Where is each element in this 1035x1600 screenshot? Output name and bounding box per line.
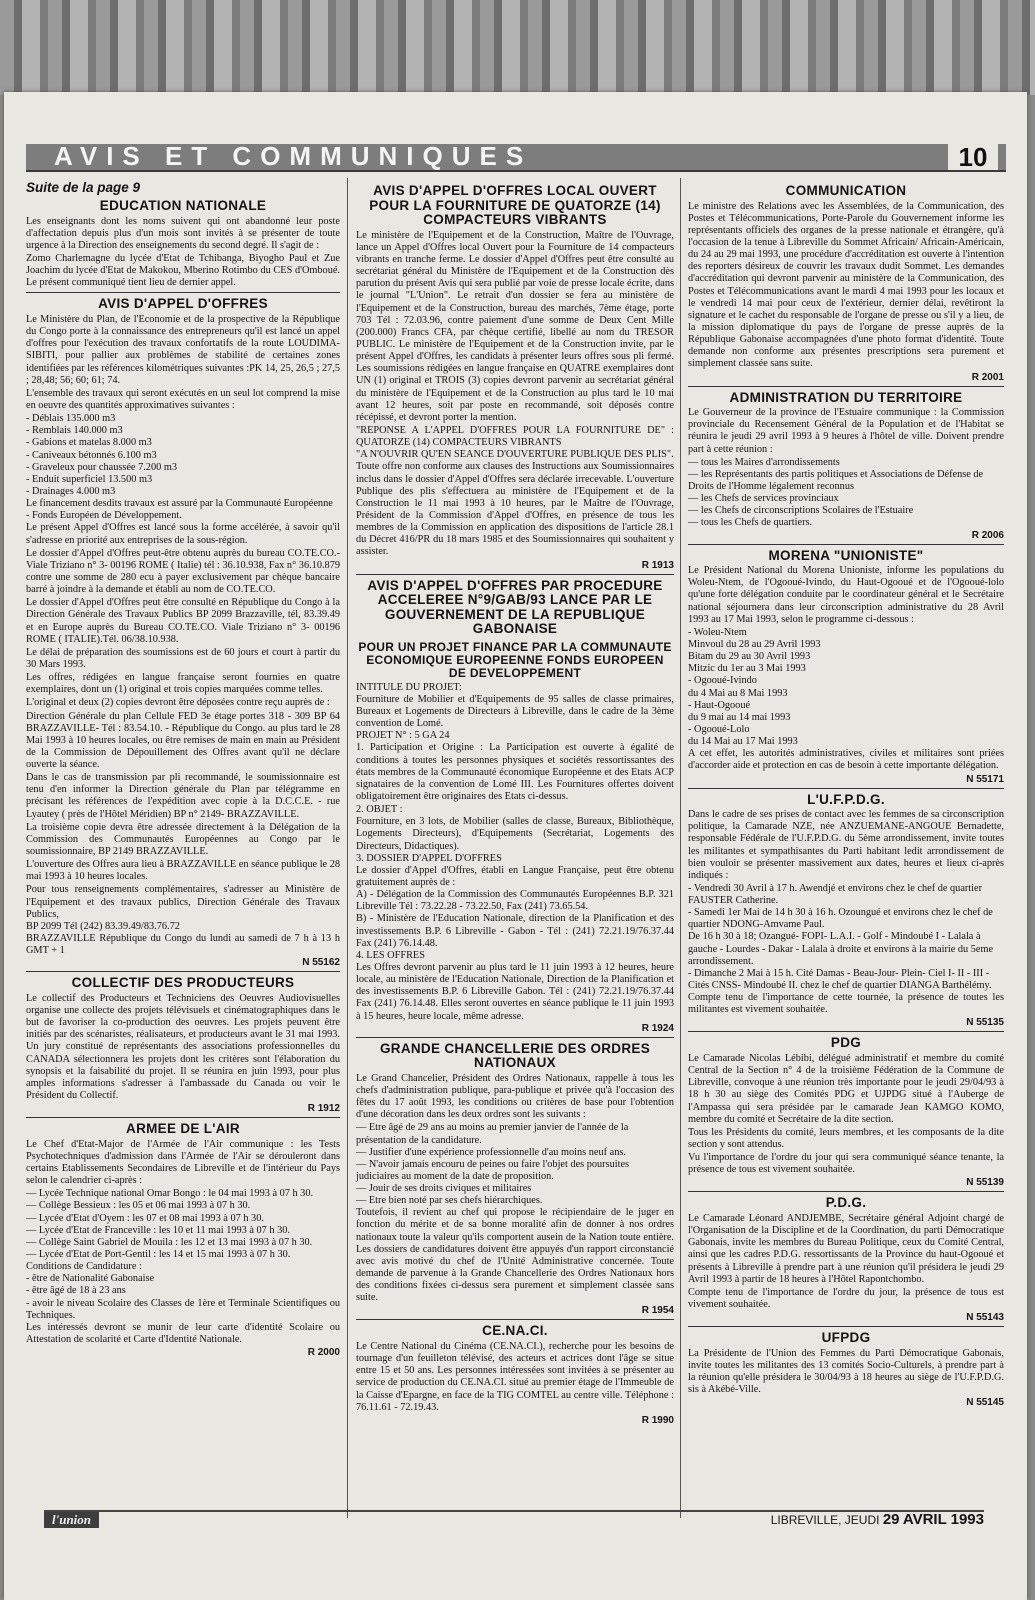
divider: [688, 788, 1004, 789]
divider: [356, 574, 674, 575]
notice-text: Le Chef d'Etat-Major de l'Armée de l'Air communique : les Tests Psychotechniques d'admission dans l'Armée de l'Air se dérouleront dans certains Etablissements Secondaires de Libreville et de l'intérieur du Pays selon le calendrier ci-après :: [26, 1138, 340, 1187]
notice-text: Le délai de préparation des soumissions est de 60 jours et court à partir du 30 Mars 1993.: [26, 646, 340, 670]
column-divider: [680, 178, 681, 1518]
notice-title: AVIS D'APPEL D'OFFRES LOCAL OUVERT POUR LA FOURNITURE DE QUATORZE (14) COMPACTEURS VIBRANTS: [369, 183, 661, 228]
section-banner: [26, 141, 1006, 172]
notice-reference: R 1954: [641, 1305, 674, 1317]
page-footer: [44, 1510, 984, 1530]
notice-text: Le Centre National du Cinéma (CE.NA.CI.), recherche pour les besoins de tournage d'un feuilleton télévisé, des acteurs et actrices dont l'âge se situe entre 15 et 50 ans. Les personnes intéressées sont invitées à se présenter au service de production du CE.NA.CI. situé au premier étage de l'Immeuble de la Caisse d'Epargne, en face de la TIG COMTEL au centre ville. Téléphone : 76.11.61 - 72.19.43.: [356, 1341, 674, 1413]
notice-text: Toute offre non conforme aux clauses des Instructions aux Soumissionnaires inclus dans le dossier d'Appel d'Offres sera déclarée irrecevable. L'ouverture Publique des plis s'effectuera au ministère de l'Equipement et de la Construction le 11 mai 1993 à 10 heures, par le Maître de l'Ouvrage, Président de la Commission d'Appel d'Offres, en présence de tous les membres de la Commission en application des dispositions de l'article 28.1 du Décret 416/PR du 18 mars 1985 et des Soumissionnaires qui souhaitent y assister.: [356, 461, 674, 558]
page-number: 10: [948, 142, 998, 170]
notice-title: CE.NA.CI.: [482, 1323, 548, 1339]
notice-text: Le dossier d'Appel d'Offres peut-être obtenu auprès du bureau CO.TE.CO.- Viale Triziano n° 3- 00196 ROME ( Italie) tél : 36.10.938, Fax n° 36.10.879 contre une somme de 280 ecu à payer exclusivement par chèque bancaire barré à joindre à la demande et établi au nom de CO.TE.CO.: [26, 547, 340, 596]
notice-text: La Présidente de l'Union des Femmes du Parti Démocratique Gabonais, invite toutes les militantes des 13 comités Socio-Culturels, à prendre part à la réunion qu'elle présidera le 30/04/93 à 18 heures au siège de l'U.F.P.D.G. sis à Akébé-Ville.: [688, 1347, 1004, 1396]
notice-title: MORENA "UNIONISTE": [768, 547, 924, 563]
notice-title: COLLECTIF DES PRODUCTEURS: [71, 975, 295, 991]
programme-list: - Woleu-Ntem Minvoul du 28 au 29 Avril 1993 Bitam du 29 au 30 Avril 1993 Mitzic du 1er au 3 Mai 1993 - Ogooué-Ivindo du 4 Mai au 8 Mai 1993 - Haut-Ogooué du 9 mai au 14 mai 1993 - Ogooué-Lolo du 14 Mai au 17 Mai 1993: [688, 626, 821, 748]
attendee-list: — tous les Maires d'arrondissements — les Représentants des partis politiques et Associations de Défense de Droits de l'Homme légalement reconnus — les Chefs de services provinciaux — les Chefs de circonscriptions Scolaires de l'Estuaire — tous les Chefs de quartiers.: [688, 456, 984, 529]
notice-reference: R 2000: [307, 1347, 340, 1359]
notice-title: PDG: [830, 1035, 862, 1051]
notice-title: ADMINISTRATION DU TERRITOIRE: [729, 389, 963, 405]
notice-text: Le Camarade Nicolas Lébibi, délégué administratif et membre du comité Central de la Section n° 4 de la troisième Fédération de la Commune de Libreville, convoque à une réunion très importante pour le jeudi 29/04/93 à 18 h 30 au siège des Comités PDG et UJPDG situé à l'Auberge de l'Ampassa qui sera présidée par le camarade Jean KAMGO KOMO, membre du comité et Secrétaire de la dite section.: [688, 1053, 1004, 1125]
notice-title: AVIS D'APPEL D'OFFRES PAR PROCEDURE ACCELEREE N°9/GAB/93 LANCE PAR LE GOUVERNEMENT DE LA REPUBLIQUE GABONAISE: [367, 577, 663, 637]
notice-text: "REPONSE A L'APPEL D'OFFRES POUR LA FOURNITURE DE" : QUATORZE (14) COMPACTEURS VIBRANTS "A N'OUVRIR QU'EN SEANCE D'OUVERTURE PUBLIQUE DES PLIS".: [356, 424, 674, 461]
notice-text: INTITULE DU PROJET: Fourniture de Mobilier et d'Equipements de 95 salles de classe primaires, Bureaux et Logements de Directeurs à Libreville, dans le cadre de la 3ème convention de Lomé. PROJET N° : 5 GA 24: [356, 681, 674, 742]
notice-text: Tous les Présidents du comité, leurs membres, et les composants de la dite section y sont attendus.: [688, 1126, 1004, 1151]
notice-reference: R 1990: [641, 1414, 674, 1426]
continued-label: Suite de la page 9: [26, 180, 141, 195]
notice-text: 1. Participation et Origine : La Participation est ouverte à égalité de conditions à toutes les personnes physiques et sociétés ressortissantes des états membres de la Communauté économique Européenne et des Etats ACP signataires de la convention de Lomé III. Les Fournitures offertes doivent obligatoirement être originaires des Etats ci-dessus.: [356, 742, 674, 802]
notice-reference: N 55145: [966, 1397, 1004, 1409]
notice-reference: R 2001: [971, 371, 1004, 383]
notice-text: L'ouverture des Offres aura lieu à BRAZZAVILLE en séance publique le 28 mai 1993 à 10 heures locales.: [26, 859, 340, 883]
divider: [356, 1319, 674, 1320]
notice-text: Le Président National du Morena Unioniste, informe les populations du Woleu-Ntem, de l'Ogooué-Ivindo, du Haut-Ogooué et de l'Ogooué-lolo qu'une forte délégation conduite par le coordinateur général et le Secrétaire national séjournera dans leur circonscription administrative du 28 Avril 1993 au 17 Mai 1993, selon le programme ci-dessous :: [688, 565, 1004, 625]
notice-reference: N 55171: [966, 773, 1004, 785]
notice-text: Vu l'importance de l'ordre du jour qui sera communiqué séance tenante, la présence de tous est vivement souhaitée.: [688, 1152, 1004, 1176]
notice-reference: R 2006: [971, 529, 1004, 541]
notice-title: UFPDG: [821, 1330, 871, 1346]
notice-title: COMMUNICATION: [785, 183, 907, 198]
notice-text: Le financement desdits travaux est assuré par la Communauté Européenne - Fonds Européen de Développement.: [26, 498, 333, 522]
divider: [26, 292, 340, 293]
notice-title: ARMEE DE L'AIR: [126, 1121, 240, 1137]
notice-text: Pour tous renseignements complémentaires, s'adresser au Ministère de l'Equipement et des travaux publics, Direction Générale des Travaux Publics, BP 2099 Tél (242) 83.39.49/83.76.72 BRAZZAVILLE République du Congo du lundi au samedi de 7 h à 13 h GMT + 1: [26, 884, 340, 957]
schedule-list: - Vendredi 30 Avril à 17 h. Awendjé et environs chez le chef de quartier FAUSTER Catherine. - Samedi 1er Mai de 14 h 30 à 16 h. Ozoungué et environs chez le chef de quartier NDONG-Amvame Paul. De 16 h 30 à 18; Ozangué- FOPI- L.A.I. - Golf - Mindoubé I - Lalala à gauche - Lourdes - Dakar - Lalala à droite et environs à la mairie du 5eme arrondissement. - Dimanche 2 Mai à 15 h. Cité Damas - Beau-Jour- Plein- Ciel I- II - III - Cités CNSS- Mindoubé II. chez le chef de quartier DIANGA Barthélémy.: [688, 882, 994, 992]
issue-date: [771, 1511, 984, 1528]
notice-title: L'U.F.P.D.G.: [807, 791, 885, 807]
notice-text: Compte tenu de l'importance de l'ordre du jour, la présence de tous est vivement souhaitée.: [688, 1286, 1004, 1311]
issue-day: 29: [882, 1511, 900, 1528]
quantity-list: - Déblais 135.000 m3 - Remblais 140.000 m3 - Gabions et matelas 8.000 m3 - Caniveaux bétonnés 6.100 m3 - Graveleux pour chaussée 7.200 m3 - Enduit superficiel 13.500 m3 - Drainages 4.000 m3: [26, 413, 177, 497]
column-3: [688, 180, 1004, 1410]
notice-subtitle: POUR UN PROJET FINANCE PAR LA COMMUNAUTE ECONOMIQUE EUROPEENNE FONDS EUROPEEN DE DEVELOPPEMENT: [358, 639, 672, 680]
notice-text: L'ensemble des travaux qui seront exécutés en un seul lot comprend la mise en oeuvre des quantités approximatives suivantes :: [26, 387, 340, 411]
notice-reference: N 55162: [302, 957, 340, 969]
notice-text: 3. DOSSIER D'APPEL D'OFFRES Le dossier d'Appel d'Offres, établi en Langue Française, peut être obtenu gratuitement auprès de : A) - Délégation de la Commission des Communautés Européennes B.P. 321 Libreville Tél : 73.22.28 - 73.22.50, Fax (241) 73.65.54. B) - Ministère de l'Education Nationale, direction de la Planification et des investissements B.P. 6 Libreville - Gabon - Tél : (241) 72.21.19/76.37.44 Fax (241) 76.14.48.: [356, 852, 674, 949]
notice-text: Toutefois, il revient au chef qui propose le récipiendaire de le juger en fonction du mérite et de sa bonne moralité afin de donner à nos ordres nationaux toute la valeur qu'ils comportent ausein de la Nation toute entière. Les dossiers de candidatures doivent être appuyés d'un rapport circonstancié avec avis motivé du chef de l'Unité Administrative concernée. Toute demande de parvenue à la Grande Chancellerie des Ordres Nationaux hors des conditions fixées ci-dessus sera purement et simplement classée sans suite.: [356, 1207, 674, 1304]
column-1: [26, 180, 340, 1360]
notice-text: Zomo Charlemagne du lycée d'Etat de Tchibanga, Biyogho Paul et Zue Joachim du lycée d'Etat de Makokou, Mberino Rotimbo du CES d'Omboué. Le présent communiqué tient lieu de dernier appel.: [26, 253, 340, 289]
section-title: AVIS ET COMMUNIQUES: [54, 141, 533, 171]
notice-title: P.D.G.: [825, 1195, 867, 1211]
notice-reference: R 1924: [641, 1022, 674, 1034]
notice-text: L'original et deux (2) copies devront être déposées contre reçu auprès de :: [26, 697, 330, 709]
column-divider: [347, 178, 348, 1518]
schedule-list: — Lycée Technique national Omar Bongo : le 04 mai 1993 à 07 h 30. — Collège Bessieux : les 05 et 06 mai 1993 à 07 h 30. — Lycée d'Etat d'Oyem : les 07 et 08 mai 1993 à 07 h 30. — Lycée d'Etat de Franceville : les 10 et 11 mai 1993 à 07 h 30. — Collège Saint Gabriel de Mouila : les 12 et 13 mai 1993 à 07 h 30. — Lycée d'Etat de Port-Gentil : les 14 et 15 mai 1993 à 07 h 30.: [26, 1188, 314, 1260]
divider: [26, 1117, 340, 1118]
divider: [26, 971, 340, 972]
notice-text: Direction Générale du plan Cellule FED 3e étage portes 318 - 309 BP 64 BRAZZAVILLE- Tél : 83.54.10. - République du Congo. au plus tard le 28 Mai 1993 à 10 heures locales, ou être remises de main en main au Président de la Commission de Dépouillement des Offres avant qu'il ne déclare ouverte la séance.: [26, 710, 340, 771]
notice-text: Dans le cadre de ses prises de contact avec les femmes de sa circonscription politique, la Camarade NZE, née ANZUEMANE-ANGOUE Bernadette, responsable Fédérale de l'U.F.P.D.G. du 5ème arrondissement, invite toutes les militantes et sympathisantes du Parti habitant ledit arrondissement de bien vouloir se présenter massivement aux dates, heures et lieux ci-après indiqués :: [688, 809, 1004, 881]
notice-title: AVIS D'APPEL D'OFFRES: [98, 296, 268, 312]
notice-text: Le présent Appel d'Offres est lancé sous la forme accélérée, à savoir qu'il s'adresse en priorité aux entreprises de la sous-région.: [26, 522, 340, 546]
newspaper-page: [4, 92, 1027, 1600]
notice-reference: N 55143: [966, 1312, 1004, 1324]
notice-text: Compte tenu de l'importance de cette tournée, la présence de toutes les militantes est vivement souhaitée.: [688, 992, 1004, 1016]
notice-text: Les enseignants dont les noms suivent qui ont abandonné leur poste d'affectation depuis plus d'un mois sont invités à se présenter de toute urgence à la Direction des enseignements du second degré. Il s'agit de :: [26, 215, 340, 251]
divider: [688, 1031, 1004, 1032]
notice-text: Les offres, rédigées en langue française seront fournies en quatre exemplaires, dont un (1) original et trois copies marquées comme telles.: [26, 672, 340, 696]
notice-text: 2. OBJET : Fourniture, en 3 lots, de Mobilier (salles de classe, Bureaux, Bibliothèque, Logements Directeurs), d'Equipements (Secrétariat, Logements des Directeurs, Didactiques).: [356, 804, 674, 852]
notice-text: 4. LES OFFRES Les Offres devront parvenir au plus tard le 11 juin 1993 à 12 heures, heure locale, au ministère de l'Education Nationale, Direction de la Planification et des investissements B.P. 6 Libreville Gabon. Tél : (241) 72.21.19/76.37.44 Fax (241) 76.14.48. Elles seront ouvertes en séance publique le 11 juin 1993 à 15 heures, heure locale, même adresse.: [356, 949, 674, 1022]
notice-text: La troisième copie devra être adressée directement à la Délégation de la Commission des Communautés Européennes au Congo par le soumissionnaire, BP 2149 BRAZZAVILLE.: [26, 821, 340, 858]
criteria-list: — Etre âgé de 29 ans au moins au premier janvier de l'année de la présentation de la candidature. — Justifier d'une expérience professionnelle d'au moins neuf ans. — N'avoir jamais encouru de peines ou faire l'objet des poursuites judiciaires au moment de la date de proposition. — Jouir de ses droits civiques et militaires — Etre bien noté par ses chefs hiérarchiques.: [356, 1122, 630, 1207]
notice-text: Le collectif des Producteurs et Techniciens des Oeuvres Audiovisuelles organise une collecte des projets télévisuels et cinématographiques dans le but de favoriser la co-production des oeuvres. Les projets peuvent être initiés par des scénaristes, réalisateurs, et producteurs avant le 31 mai 1993. Un jury constitué de représentants des associations professionnelles du CANADA sélectionnera les projets dont les critères sont l'élaboration du synopsis et la faisabilité du projet. Il se réunira en juin 1993, pour plus amples informations s'adresser à l'ambassade du Canada ou voir le Président du Collectif.: [26, 992, 340, 1102]
notice-text: A cet effet, les autorités administratives, civiles et militaires sont priées d'accorder aide et protection en cas de besoin à cette importante délégation.: [688, 748, 1004, 772]
notice-text: Les intéressés devront se munir de leur carte d'identité Scolaire ou Attestation de scolarité et Carte d'Identité Nationale.: [26, 1321, 340, 1345]
issue-month-year: AVRIL 1993: [902, 1511, 984, 1528]
divider: [688, 386, 1004, 387]
notice-reference: N 55139: [966, 1177, 1004, 1189]
notice-text: Le ministère de l'Equipement et de la Construction, Maître de l'Ouvrage, lance un Appel d'Offres local Ouvert pour la Fourniture de 14 compacteurs vibrants en tranche ferme. Le dossier d'Appel d'Offres peut être consulté au secrétariat général du Ministère de l'Equipement et de la Construction dès parution du présent Avis qui sera publié par voie de presse locale écrite, dans le journal "L'Union". Le retrait d'un dossier se fera au ministère de l'Equipement et de la Construction, bureau des marchés, 7ème étage, porte 703 Tél : 72.03.96, contre paiement d'une somme de Deux Cent Mille (200.000) Francs CFA, par chèque certifié, libellé au nom du TRESOR PUBLIC. Le ministère de l'Equipement et de la Construction invite, par le présent Appel d'Offres, les candidats à présenter leurs offres sous pli fermé. Les soumissions rédigées en langue française en QUATRE exemplaires dont UN (1) original et TROIS (3) copies devront parvenir au secrétariat général du ministère de l'Equipement et de la Construction au plus tard le 10 mai avant 12 heures, soit par poste en recommandé, soit déposés contre récépissé, et devront porter la mention.: [356, 229, 674, 423]
notice-text: Le Ministère du Plan, de l'Economie et de la prospective de la République du Congo porte à la connaissance des entrepreneurs qu'il est lancé un appel d'offres pour l'exécution des travaux confortatifs de la route LOUDIMA-SIBITI, pour pallier aux problèmes de stabilité de certaines zones identifiées par les références kilométriques suivantes :PK 14, 25, 26,5 ; 27,5 ; 28,48; 56; 60; 61; 74.: [26, 314, 340, 386]
notice-reference: R 1912: [307, 1103, 340, 1115]
notice-text: Le ministre des Relations avec les Assemblées, de la Communication, des Postes et Télécommunications, Porte-Parole du Gouvernement informe les représentants officiels des organes de la presse nationale et étrangère, qu'à l'occasion de la tenue à Libreville du Sommet Africain/ Africain-Américain, du 24 au 29 mai 1993, une procédure d'accréditation est ouverte à l'intention des reporters désireux de couvrir les travaux dudit Sommet. Les demandes d'accréditation qui devront parvenir au ministère de la Communication, des Postes et Télécommunications avant le mardi 4 mai 1993 pour les locaux et le vendredi 14 mai pour ceux de l'extérieur, dernier délai, revêtiront la signature et le cachet du responsable de l'organe de presse ou s'il y a lieu, de la mission diplomatique du pays de l'organe de presse auprès de la République Gabonaise accompagnées d'une photo format d'identité. Toute demande non conforme aux présentes prescriptions sera purement et simplement classée sans suite.: [688, 200, 1004, 370]
notice-text: Le dossier d'Appel d'Offres peut être consulté en République du Congo à la Direction Générale des Travaux Publics BP 2099 Brazzaville, tél, 83.39.49 et en Europe auprès du Bureau CO.TE.CO. Viale Triziano n° 3- 00196 ROME ( ITALIE).Tél. 06/38.10.938.: [26, 597, 340, 645]
notice-text: Le Gouverneur de la province de l'Estuaire communique : la Commission provinciale du Recensement Général de la Population et de l'Habitat se réunira le jeudi 29 avril 1993 à 9 heures à l'hôtel de ville. Doivent prendre part à cette réunion :: [688, 407, 1004, 455]
scan-background: [0, 0, 1035, 95]
issue-place: LIBREVILLE, JEUDI: [770, 1513, 880, 1527]
notice-text: Conditions de Candidature : - être de Nationalité Gabonaise - être âgé de 18 à 23 ans - avoir le niveau Scolaire des Classes de 1ère et Terminale Scientifiques ou Techniques.: [26, 1261, 340, 1321]
notice-title: GRANDE CHANCELLERIE DES ORDRES NATIONAUX: [379, 1040, 651, 1071]
notice-text: Le Camarade Léonard ANDJEMBE, Secrétaire général Adjoint chargé de l'Organisation de la Discipline et de la Coordination, du parti Démocratique Gabonais, invite les membres du Bureau Politique, ceux du Comité Central, ainsi que les cadres P.D.G. ressortissants de la Province du haut-Ogooué et présents à Libreville à prendre part à une réunion qu'il présidera le jeudi 29 Avril 1993 à partir de 18 heures à l'Hôtel Rapontchombo.: [688, 1213, 1004, 1285]
notice-text: Dans le cas de transmission par pli recommandé, le soumissionnaire est tenu d'en informer la Direction générale du Plan par télégramme en précisant les références de l'expédition avec copie à la D.C.C.E. - rue Lyautey ( près de l'Hôtel Méridien) BP n° 2149- BRAZZAVILLE.: [26, 772, 340, 820]
notice-text: Le Grand Chancelier, Président des Ordres Nationaux, rappelle à tous les chefs d'administration publique, para-publique et privée qu'à l'occasion des fêtes du 17 août 1993, les conditions ou critères de base pour l'obtention d'une décoration dans les deux ordres sont les suivants :: [356, 1072, 674, 1121]
column-2: [356, 180, 674, 1428]
divider: [688, 1326, 1004, 1327]
notice-reference: R 1913: [641, 559, 674, 571]
divider: [688, 544, 1004, 545]
divider: [356, 1037, 674, 1038]
divider: [688, 1191, 1004, 1192]
notice-title: EDUCATION NATIONALE: [99, 198, 267, 213]
newspaper-brand: l'union: [44, 1512, 99, 1528]
notice-reference: N 55135: [966, 1017, 1004, 1029]
